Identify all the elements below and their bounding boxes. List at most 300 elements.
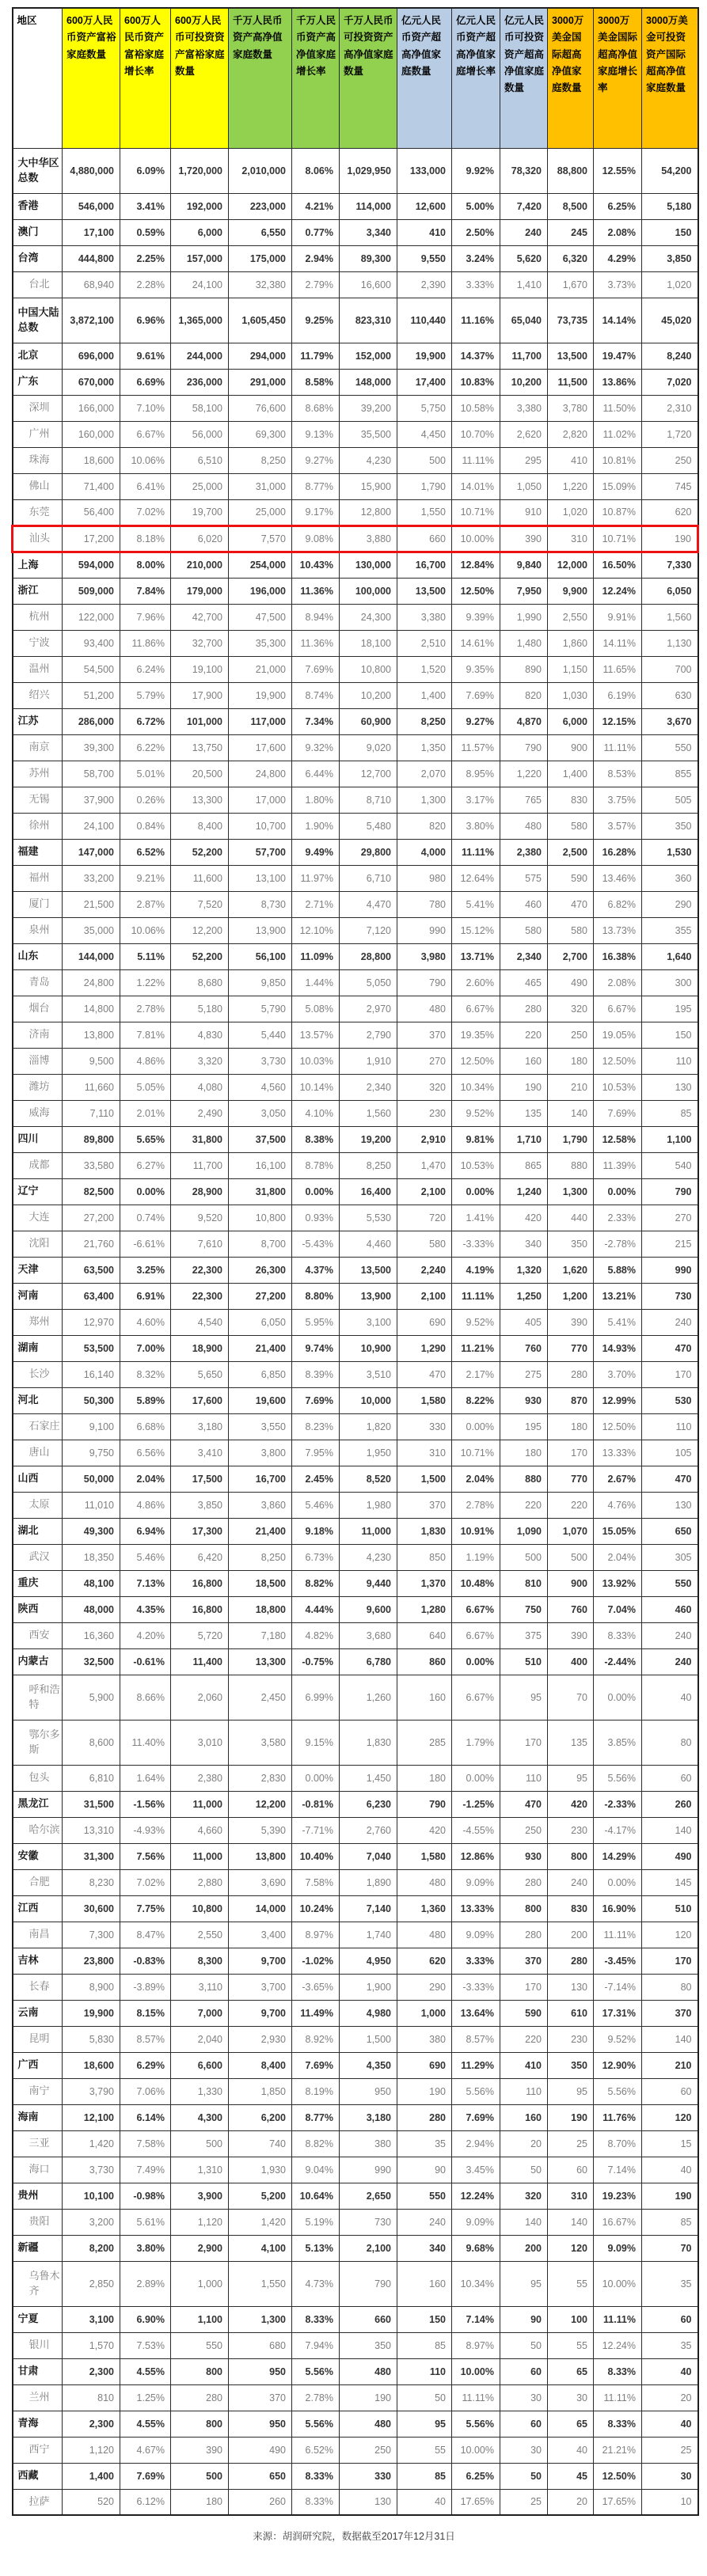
value-cell: 2.04%	[120, 1466, 171, 1492]
value-cell: 9,500	[63, 1048, 120, 1074]
value-cell: 180	[397, 1765, 452, 1791]
table-row	[13, 552, 698, 578]
value-cell: 505	[642, 787, 698, 813]
value-cell: 9.17%	[292, 499, 340, 525]
value-cell: 10.87%	[594, 499, 642, 525]
value-cell: 1,830	[397, 1518, 452, 1544]
value-cell: 480	[500, 813, 548, 839]
value-cell: 530	[642, 1387, 698, 1413]
value-cell: 52,200	[171, 839, 229, 865]
value-cell: 2,450	[229, 1675, 292, 1720]
value-cell: 195	[500, 1413, 548, 1440]
value-cell: 54,500	[63, 656, 120, 682]
value-cell: 12.50%	[594, 1048, 642, 1074]
value-cell: 1,400	[63, 2463, 120, 2489]
value-cell: 7.69%	[292, 2052, 340, 2078]
table-row	[13, 1361, 698, 1387]
value-cell: 11.79%	[292, 343, 340, 369]
value-cell: 680	[229, 2332, 292, 2358]
table-row	[13, 1492, 698, 1518]
value-cell: 8.22%	[452, 1387, 500, 1413]
region-cell: 上海	[13, 552, 63, 578]
column-header-5: 千万人民币资产高净值家庭增长率	[292, 8, 340, 148]
value-cell: 12,200	[229, 1791, 292, 1817]
value-cell: 5.13%	[292, 2235, 340, 2261]
value-cell: 3,340	[340, 219, 397, 245]
value-cell: 7.56%	[120, 1843, 171, 1869]
value-cell: 1,310	[171, 2157, 229, 2183]
value-cell: 9,550	[397, 245, 452, 271]
value-cell: 760	[548, 1596, 594, 1622]
region-cell: 深圳	[13, 395, 63, 421]
value-cell: 1,500	[340, 2026, 397, 2052]
value-cell: 56,100	[229, 943, 292, 969]
column-header-9: 亿元人民币可投资资产超高净值家庭数量	[500, 8, 548, 148]
table-row	[13, 2183, 698, 2209]
value-cell: 6.91%	[120, 1283, 171, 1309]
value-cell: 11.40%	[120, 1720, 171, 1765]
value-cell: 3.33%	[452, 271, 500, 298]
value-cell: 114,000	[340, 193, 397, 219]
value-cell: 9,600	[340, 1596, 397, 1622]
value-cell: 5,790	[229, 996, 292, 1022]
region-cell: 大中华区总数	[13, 148, 63, 193]
value-cell: 10.53%	[452, 1152, 500, 1178]
table-row	[13, 245, 698, 271]
value-cell: 6.25%	[452, 2463, 500, 2489]
value-cell: 250	[548, 1022, 594, 1048]
column-header-6: 千万人民币可投资资产高净值家庭数量	[340, 8, 397, 148]
value-cell: 8.66%	[120, 1675, 171, 1720]
value-cell: 32,700	[171, 630, 229, 656]
value-cell: 180	[500, 1440, 548, 1466]
table-row	[13, 1922, 698, 1948]
value-cell: 9.09%	[452, 1869, 500, 1895]
value-cell: 24,800	[229, 761, 292, 787]
value-cell: 3.73%	[594, 271, 642, 298]
value-cell: 4.29%	[594, 245, 642, 271]
region-cell: 西藏	[13, 2463, 63, 2489]
value-cell: 15	[642, 2130, 698, 2157]
value-cell: 13,900	[229, 917, 292, 943]
value-cell: 10.34%	[452, 2261, 500, 2306]
value-cell: 14,000	[229, 1895, 292, 1922]
value-cell: 70	[548, 1675, 594, 1720]
value-cell: 10.06%	[120, 917, 171, 943]
value-cell: 60,900	[340, 708, 397, 734]
value-cell: 11.39%	[594, 1152, 642, 1178]
value-cell: 3,380	[500, 395, 548, 421]
value-cell: 1,100	[171, 2306, 229, 2332]
value-cell: 1,260	[340, 1675, 397, 1720]
value-cell: 31,500	[63, 1791, 120, 1817]
region-cell: 山西	[13, 1466, 63, 1492]
table-row	[13, 2261, 698, 2306]
value-cell: 60	[548, 2157, 594, 2183]
table-row	[13, 1440, 698, 1466]
region-cell: 江西	[13, 1895, 63, 1922]
table-row	[13, 865, 698, 891]
value-cell: 9,700	[229, 1948, 292, 1974]
value-cell: 6.68%	[120, 1413, 171, 1440]
value-cell: 480	[397, 1922, 452, 1948]
value-cell: 250	[500, 1817, 548, 1843]
region-cell: 淄博	[13, 1048, 63, 1074]
value-cell: 480	[397, 996, 452, 1022]
value-cell: 95	[397, 2411, 452, 2437]
value-cell: 12.64%	[452, 865, 500, 891]
value-cell: 18,900	[171, 1335, 229, 1361]
value-cell: 110,440	[397, 298, 452, 343]
value-cell: 1,240	[500, 1178, 548, 1205]
value-cell: 470	[642, 1335, 698, 1361]
value-cell: 280	[500, 996, 548, 1022]
region-cell: 唐山	[13, 1440, 63, 1466]
value-cell: 6,780	[340, 1648, 397, 1675]
value-cell: 380	[340, 2130, 397, 2157]
value-cell: -3.33%	[452, 1231, 500, 1257]
value-cell: 350	[548, 1231, 594, 1257]
value-cell: 12.99%	[594, 1387, 642, 1413]
value-cell: 16,600	[340, 271, 397, 298]
value-cell: 1,420	[63, 2130, 120, 2157]
value-cell: 696,000	[63, 343, 120, 369]
table-row	[13, 1869, 698, 1895]
value-cell: 18,800	[229, 1596, 292, 1622]
value-cell: 1,120	[171, 2209, 229, 2235]
value-cell: 16,700	[397, 552, 452, 578]
table-row	[13, 1648, 698, 1675]
value-cell: 12.50%	[452, 1048, 500, 1074]
wealth-table	[11, 7, 699, 2516]
value-cell: 8,730	[229, 891, 292, 917]
value-cell: 240	[500, 219, 548, 245]
value-cell: 900	[548, 734, 594, 761]
value-cell: 320	[548, 996, 594, 1022]
value-cell: 370	[500, 1948, 548, 1974]
value-cell: 13,300	[171, 787, 229, 813]
value-cell: 1,500	[397, 1466, 452, 1492]
region-cell: 石家庄	[13, 1413, 63, 1440]
value-cell: 1.44%	[292, 969, 340, 996]
value-cell: 37,900	[63, 787, 120, 813]
value-cell: 6.67%	[452, 996, 500, 1022]
value-cell: 3,580	[229, 1720, 292, 1765]
value-cell: 9,900	[548, 578, 594, 604]
value-cell: 133,000	[397, 148, 452, 193]
value-cell: 8,900	[63, 1974, 120, 2000]
value-cell: -6.61%	[120, 1231, 171, 1257]
value-cell: 17.65%	[452, 2489, 500, 2515]
value-cell: 2,830	[229, 1765, 292, 1791]
value-cell: 25	[500, 2489, 548, 2515]
value-cell: 11.36%	[292, 630, 340, 656]
value-cell: 490	[642, 1843, 698, 1869]
value-cell: 1,410	[500, 271, 548, 298]
value-cell: 25,000	[229, 499, 292, 525]
value-cell: 6,200	[229, 2104, 292, 2130]
table-row	[13, 1257, 698, 1283]
value-cell: 9.25%	[292, 298, 340, 343]
value-cell: -3.65%	[292, 1974, 340, 2000]
value-cell: 13.57%	[292, 1022, 340, 1048]
value-cell: 9.39%	[452, 604, 500, 630]
value-cell: 380	[397, 2026, 452, 2052]
value-cell: 4,470	[340, 891, 397, 917]
value-cell: 21,000	[229, 656, 292, 682]
value-cell: 13,310	[63, 1817, 120, 1843]
value-cell: 1,670	[548, 271, 594, 298]
value-cell: 990	[642, 1257, 698, 1283]
value-cell: 8,700	[229, 1231, 292, 1257]
value-cell: 4.10%	[292, 1100, 340, 1126]
value-cell: 7,110	[63, 1100, 120, 1126]
region-cell: 大连	[13, 1205, 63, 1231]
region-cell: 南宁	[13, 2078, 63, 2104]
value-cell: 3,980	[397, 943, 452, 969]
value-cell: 8.95%	[452, 761, 500, 787]
table-row	[13, 1309, 698, 1335]
value-cell: 6,000	[548, 708, 594, 734]
value-cell: 1,930	[229, 2157, 292, 2183]
value-cell: 16.50%	[594, 552, 642, 578]
region-cell: 湖北	[13, 1518, 63, 1544]
value-cell: 39,300	[63, 734, 120, 761]
region-cell: 合肥	[13, 1869, 63, 1895]
region-cell: 泉州	[13, 917, 63, 943]
value-cell: 6,320	[548, 245, 594, 271]
value-cell: 2,930	[229, 2026, 292, 2052]
value-cell: 7.94%	[292, 2332, 340, 2358]
value-cell: 144,000	[63, 943, 120, 969]
value-cell: 85	[642, 1100, 698, 1126]
value-cell: 3,780	[548, 395, 594, 421]
value-cell: 3,680	[340, 1622, 397, 1648]
value-cell: 17,400	[397, 369, 452, 395]
value-cell: 790	[500, 734, 548, 761]
table-row	[13, 1817, 698, 1843]
value-cell: 60	[642, 2078, 698, 2104]
value-cell: 7.10%	[120, 395, 171, 421]
value-cell: 8.33%	[292, 2306, 340, 2332]
value-cell: 2.94%	[452, 2130, 500, 2157]
value-cell: 6.94%	[120, 1518, 171, 1544]
value-cell: 286,000	[63, 708, 120, 734]
value-cell: 8.38%	[292, 1126, 340, 1152]
value-cell: 15.12%	[452, 917, 500, 943]
value-cell: 10.06%	[120, 447, 171, 473]
table-row	[13, 1283, 698, 1309]
value-cell: 13.46%	[594, 865, 642, 891]
region-cell: 南京	[13, 734, 63, 761]
value-cell: 7.00%	[120, 1335, 171, 1361]
value-cell: 19.23%	[594, 2183, 642, 2209]
value-cell: 11.97%	[292, 865, 340, 891]
table-row	[13, 1843, 698, 1869]
value-cell: 2,010,000	[229, 148, 292, 193]
value-cell: 11.16%	[452, 298, 500, 343]
value-cell: 1,290	[397, 1335, 452, 1361]
value-cell: 244,000	[171, 343, 229, 369]
value-cell: 12.55%	[594, 148, 642, 193]
value-cell: 7.02%	[120, 499, 171, 525]
value-cell: 12,700	[340, 761, 397, 787]
value-cell: 21,400	[229, 1518, 292, 1544]
value-cell: 19.47%	[594, 343, 642, 369]
value-cell: 12.10%	[292, 917, 340, 943]
value-cell: 71,400	[63, 473, 120, 499]
value-cell: 8.77%	[292, 473, 340, 499]
value-cell: 8.53%	[594, 761, 642, 787]
value-cell: 330	[397, 1413, 452, 1440]
value-cell: -2.78%	[594, 1231, 642, 1257]
value-cell: 6.41%	[120, 473, 171, 499]
value-cell: 10.83%	[452, 369, 500, 395]
value-cell: 3,850	[171, 1492, 229, 1518]
region-cell: 新疆	[13, 2235, 63, 2261]
value-cell: 7,120	[340, 917, 397, 943]
value-cell: 3.80%	[120, 2235, 171, 2261]
table-row	[13, 1022, 698, 1048]
value-cell: 10.00%	[594, 2261, 642, 2306]
value-cell: -1.02%	[292, 1948, 340, 1974]
value-cell: 930	[500, 1387, 548, 1413]
value-cell: 0.93%	[292, 1205, 340, 1231]
value-cell: 24,300	[340, 604, 397, 630]
value-cell: 1,850	[229, 2078, 292, 2104]
value-cell: 60	[642, 2306, 698, 2332]
value-cell: 10,000	[340, 1387, 397, 1413]
value-cell: 16.90%	[594, 1895, 642, 1922]
value-cell: 270	[397, 1048, 452, 1074]
value-cell: 4.86%	[120, 1492, 171, 1518]
value-cell: 6,230	[340, 1791, 397, 1817]
table-row	[13, 1895, 698, 1922]
value-cell: 6.14%	[120, 2104, 171, 2130]
value-cell: 8.77%	[292, 2104, 340, 2130]
value-cell: 60	[642, 1765, 698, 1791]
value-cell: 8.82%	[292, 1570, 340, 1596]
value-cell: 8.68%	[292, 395, 340, 421]
value-cell: 444,800	[63, 245, 120, 271]
value-cell: 5.19%	[292, 2209, 340, 2235]
value-cell: 8,240	[642, 343, 698, 369]
value-cell: 17,500	[171, 1466, 229, 1492]
value-cell: -3.45%	[594, 1948, 642, 1974]
value-cell: 3.33%	[452, 1948, 500, 1974]
value-cell: 310	[548, 2183, 594, 2209]
value-cell: 5,650	[171, 1361, 229, 1387]
value-cell: 8.23%	[292, 1413, 340, 1440]
value-cell: 4.82%	[292, 1622, 340, 1648]
column-header-11: 3000万美金国际超高净值家庭增长率	[594, 8, 642, 148]
value-cell: 19,100	[171, 656, 229, 682]
value-cell: 6.24%	[120, 656, 171, 682]
value-cell: 39,200	[340, 395, 397, 421]
value-cell: 40	[642, 2411, 698, 2437]
value-cell: 3,180	[171, 1413, 229, 1440]
value-cell: 48,000	[63, 1596, 120, 1622]
value-cell: 0.77%	[292, 219, 340, 245]
value-cell: 180	[548, 1048, 594, 1074]
value-cell: 890	[500, 656, 548, 682]
value-cell: 8,200	[63, 2235, 120, 2261]
region-cell: 辽宁	[13, 1178, 63, 1205]
value-cell: 19,900	[229, 682, 292, 708]
value-cell: 9.35%	[452, 656, 500, 682]
region-cell: 济南	[13, 1022, 63, 1048]
value-cell: 7.53%	[120, 2332, 171, 2358]
value-cell: 1.90%	[292, 813, 340, 839]
table-row	[13, 2052, 698, 2078]
value-cell: 150	[397, 2306, 452, 2332]
value-cell: 295	[500, 447, 548, 473]
value-cell: 8.82%	[292, 2130, 340, 2157]
value-cell: 5.46%	[292, 1492, 340, 1518]
value-cell: 5.05%	[120, 1074, 171, 1100]
value-cell: 3,100	[340, 1309, 397, 1335]
table-row	[13, 1544, 698, 1570]
value-cell: 5,720	[171, 1622, 229, 1648]
value-cell: 1,320	[500, 1257, 548, 1283]
value-cell: 280	[548, 1948, 594, 1974]
value-cell: 810	[63, 2384, 120, 2411]
value-cell: 10.81%	[594, 447, 642, 473]
value-cell: 63,500	[63, 1257, 120, 1283]
value-cell: 855	[642, 761, 698, 787]
value-cell: 8,500	[548, 193, 594, 219]
value-cell: 8,520	[340, 1466, 397, 1492]
value-cell: 12.90%	[594, 2052, 642, 2078]
value-cell: 8.32%	[120, 1361, 171, 1387]
value-cell: 1,580	[397, 1387, 452, 1413]
table-row	[13, 734, 698, 761]
table-row	[13, 839, 698, 865]
table-row	[13, 708, 698, 734]
table-row	[13, 761, 698, 787]
region-cell: 绍兴	[13, 682, 63, 708]
value-cell: 580	[397, 1231, 452, 1257]
value-cell: 49,300	[63, 1518, 120, 1544]
value-cell: 590	[548, 865, 594, 891]
value-cell: 16.67%	[594, 2209, 642, 2235]
value-cell: 500	[171, 2463, 229, 2489]
value-cell: 230	[548, 2026, 594, 2052]
value-cell: 3.80%	[452, 813, 500, 839]
value-cell: 10.43%	[292, 552, 340, 578]
value-cell: 6,050	[642, 578, 698, 604]
value-cell: 10,800	[171, 1895, 229, 1922]
value-cell: 19,900	[397, 343, 452, 369]
table-row	[13, 219, 698, 245]
value-cell: 14.29%	[594, 1843, 642, 1869]
value-cell: 18,600	[63, 2052, 120, 2078]
value-cell: 990	[340, 2157, 397, 2183]
value-cell: 80	[642, 1974, 698, 2000]
value-cell: 24,800	[63, 969, 120, 996]
value-cell: 22,300	[171, 1283, 229, 1309]
table-row	[13, 969, 698, 996]
value-cell: 1.22%	[120, 969, 171, 996]
value-cell: 3,400	[229, 1922, 292, 1948]
column-header-2: 600万人民币资产富裕家庭增长率	[120, 8, 171, 148]
region-cell: 乌鲁木齐	[13, 2261, 63, 2306]
table-row	[13, 2104, 698, 2130]
value-cell: 130	[548, 1974, 594, 2000]
table-row	[13, 1335, 698, 1361]
value-cell: 250	[340, 2437, 397, 2463]
value-cell: 9.68%	[452, 2235, 500, 2261]
